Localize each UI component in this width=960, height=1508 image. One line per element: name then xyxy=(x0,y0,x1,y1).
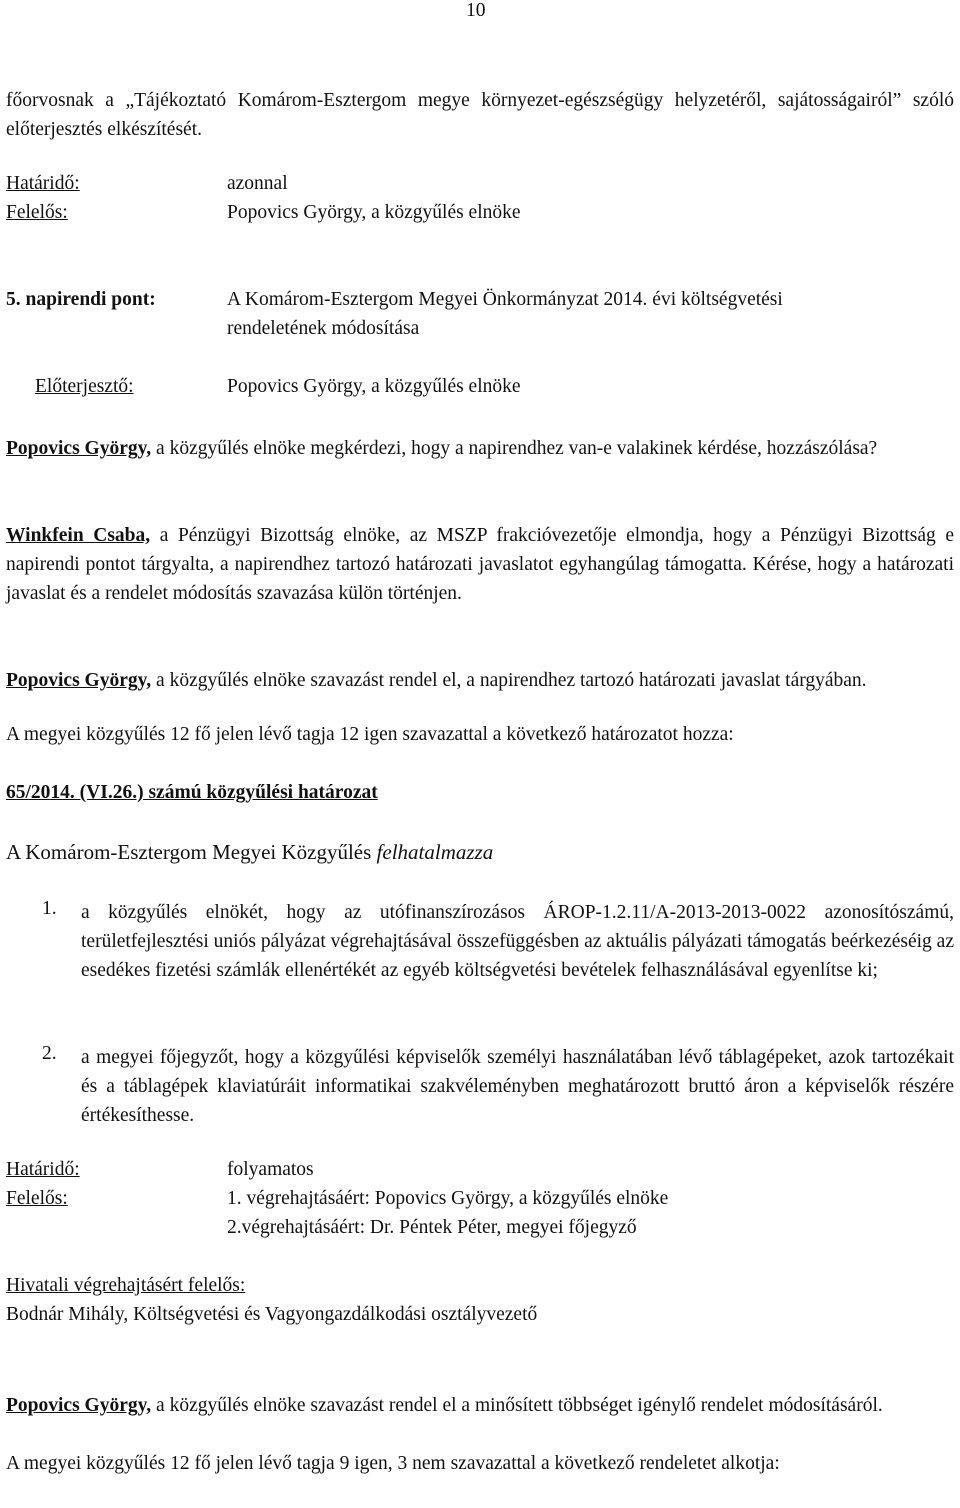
office-value: Bodnár Mihály, Költségvetési és Vagyongazdálkodási osztályvezető xyxy=(6,1304,538,1325)
office-label: Hivatali végrehajtásért felelős: xyxy=(6,1275,246,1296)
authorization-verb: felhatalmazza xyxy=(376,840,494,864)
list-item-text: a közgyűlés elnökét, hogy az utófinanszírozásos ÁROP-1.2.11/A-2013-2013-0022 azonosítószámú, területfejlesztési uniós pályázat végrehajtásával összefüggésben az aktuális pályázati támogatás beérkezéséig az esedékes fizetési számlák ellenértékét az egyéb költségvetési bevételek felhasználásával egyenlítse ki; xyxy=(81,902,954,981)
paragraph-text: a közgyűlés elnöke szavazást rendel el, a napirendhez tartozó határozati javaslat tárgyában. xyxy=(151,670,867,691)
list-item-number: 1. xyxy=(42,898,57,919)
paragraph-text: a Pénzügyi Bizottság elnöke, az MSZP frakcióvezetője elmondja, hogy a Pénzügyi Bizottság e napirendi pontot tárgyalta, a napirendhez tartozó határozati javaslatot egyhangúlag támogatta. Kérése, hogy a határozati javaslat és a rendelet módosítás szavazása külön történjen. xyxy=(6,525,954,604)
list-item-number: 2. xyxy=(42,1043,57,1064)
speaker-name: Popovics György, xyxy=(6,670,152,691)
list-item-text: a megyei főjegyzőt, hogy a közgyűlési képviselők személyi használatában lévő táblagépeket, azok tartozékait és a táblagépek klaviatúráit informatikai szakvéleményben meghatározott bruttó áron a képviselők részére értékesíthesse. xyxy=(81,1047,954,1126)
deadline-value: azonnal xyxy=(227,173,288,194)
agenda-label: 5. napirendi pont: xyxy=(6,289,156,310)
presenter-value: Popovics György, a közgyűlés elnöke xyxy=(227,376,521,397)
paragraph-text: a közgyűlés elnöke megkérdezi, hogy a napirendhez van-e valakinek kérdése, hozzászólása? xyxy=(151,438,878,459)
deadline-label-2: Határidő: xyxy=(6,1159,80,1180)
authorization-line xyxy=(6,840,493,865)
page-number: 10 xyxy=(466,0,486,21)
intro-paragraph: főorvosnak a „Tájékoztató Komárom-Esztergom megye környezet-egészségügy helyzetéről, sajátosságairól” szóló előterjesztés elkészítését. xyxy=(6,90,954,140)
responsible-label: Felelős: xyxy=(6,202,68,223)
speaker-name: Winkfein Csaba, xyxy=(6,525,151,546)
speaker-name: Popovics György, xyxy=(6,1395,152,1416)
paragraph-regulation-vote xyxy=(6,1391,954,1420)
authorization-prefix: A Komárom-Esztergom Megyei Közgyűlés xyxy=(6,840,377,864)
resolution-title: 65/2014. (VI.26.) számú közgyűlési határozat xyxy=(6,782,378,803)
paragraph-vote-call xyxy=(6,666,954,695)
agenda-title-line2: rendeletének módosítása xyxy=(227,318,420,339)
paragraph-text: a közgyűlés elnöke szavazást rendel el a minősített többséget igénylő rendelet módosításáról. xyxy=(151,1395,883,1416)
responsible-line-1: 1. végrehajtásáért: Popovics György, a közgyűlés elnöke xyxy=(227,1188,669,1209)
responsible-value: Popovics György, a közgyűlés elnöke xyxy=(227,202,521,223)
agenda-title-line1: A Komárom-Esztergom Megyei Önkormányzat 2014. évi költségvetési xyxy=(227,289,783,310)
paragraph-question xyxy=(6,434,954,463)
vote-result-1: A megyei közgyűlés 12 fő jelen lévő tagja 12 igen szavazattal a következő határozatot hozza: xyxy=(6,724,734,745)
responsible-line-2: 2.végrehajtásáért: Dr. Péntek Péter, megyei főjegyző xyxy=(227,1217,637,1238)
presenter-label: Előterjesztő: xyxy=(35,376,134,397)
deadline-label: Határidő: xyxy=(6,173,80,194)
responsible-label-2: Felelős: xyxy=(6,1188,68,1209)
paragraph-committee xyxy=(6,521,954,608)
deadline-value-2: folyamatos xyxy=(227,1159,314,1180)
vote-result-2: A megyei közgyűlés 12 fő jelen lévő tagja 9 igen, 3 nem szavazattal a következő rendeletet alkotja: xyxy=(6,1453,780,1474)
speaker-name: Popovics György, xyxy=(6,438,152,459)
